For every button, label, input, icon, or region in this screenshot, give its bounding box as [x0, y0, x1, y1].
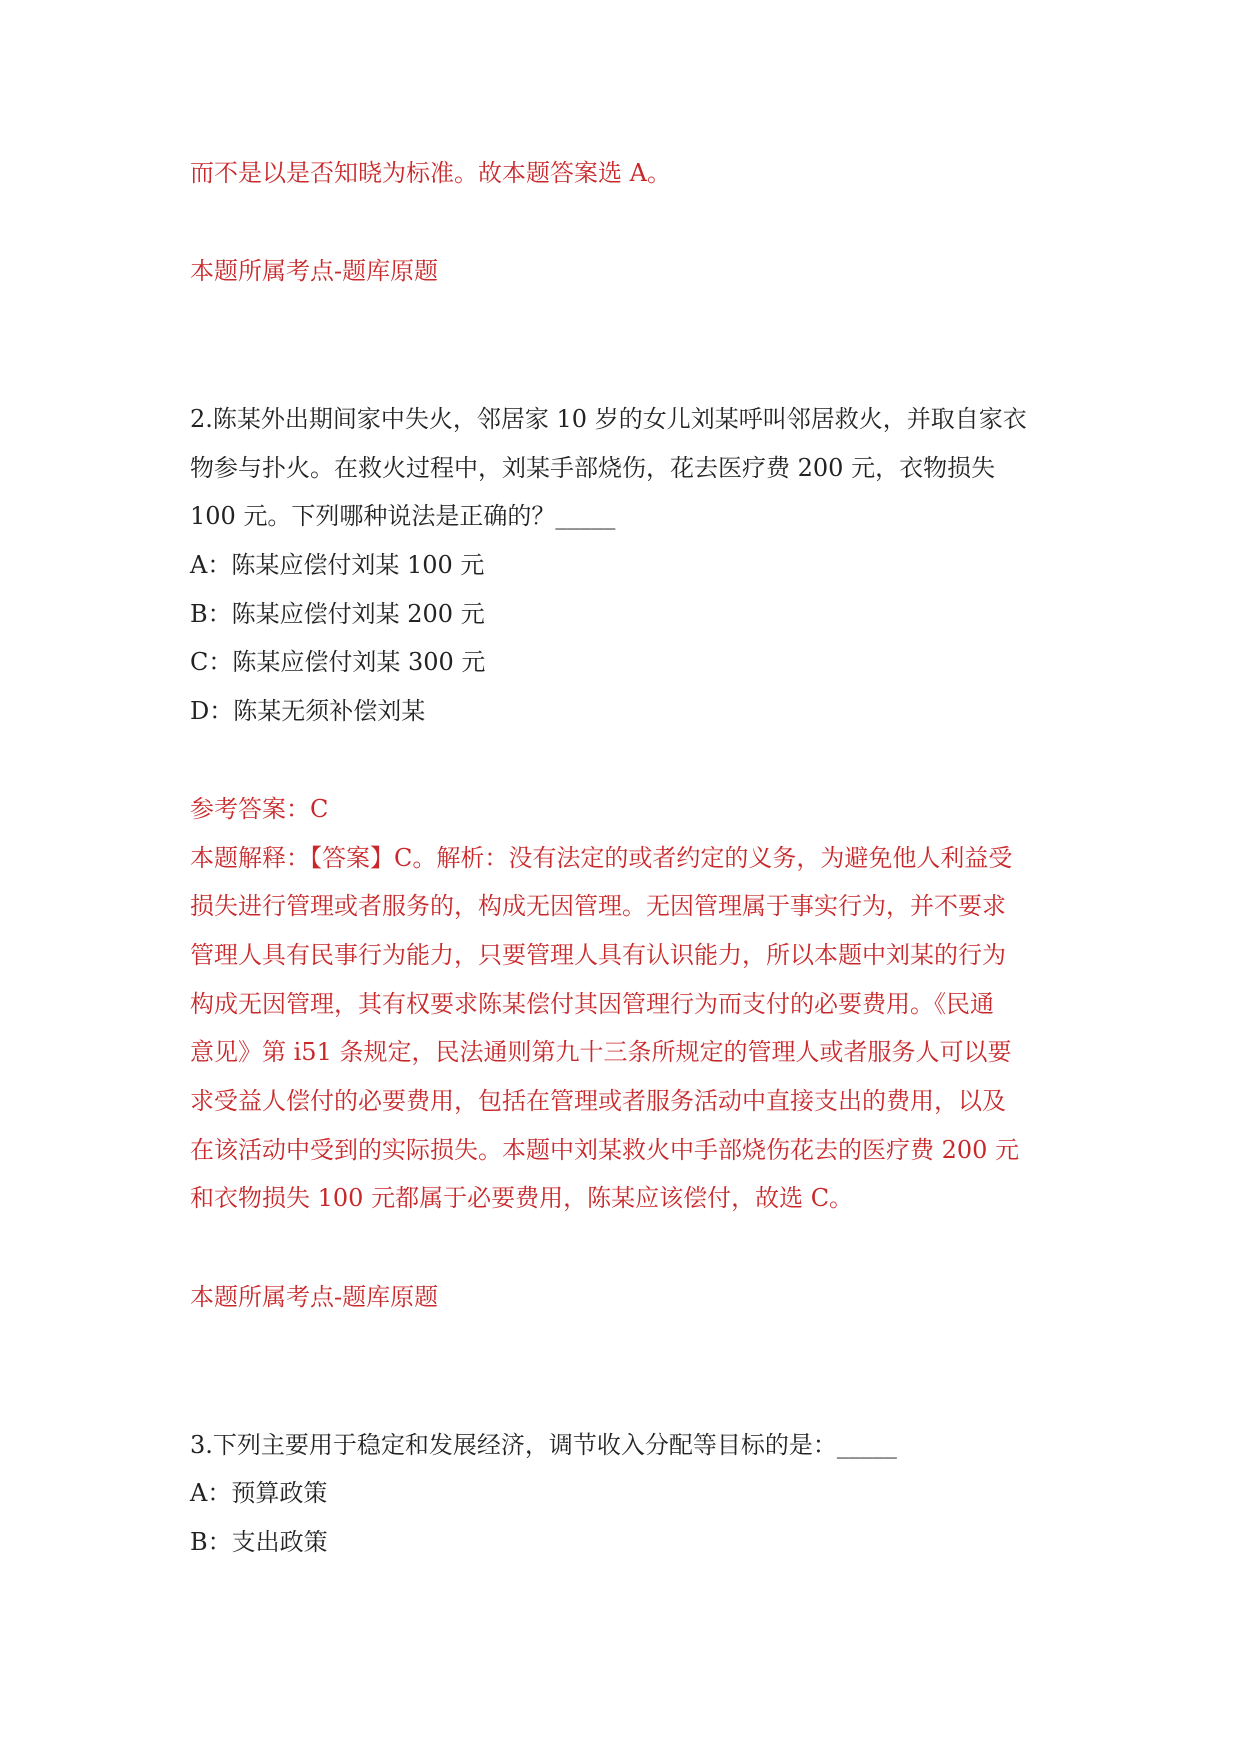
q2-stem-line-2: 物参与扑火。在救火过程中，刘某手部烧伤，花去医疗费 200 元，衣物损失	[190, 454, 996, 482]
q2-explanation-line-7: 在该活动中受到的实际损失。本题中刘某救火中手部烧伤花去的医疗费 200 元	[190, 1136, 1020, 1164]
q2-option-d: D：陈某无须补偿刘某	[190, 697, 426, 725]
q2-option-a: A：陈某应偿付刘某 100 元	[190, 551, 485, 579]
q2-explanation-line-4: 构成无因管理，其有权要求陈某偿付其因管理行为而支付的必要费用。《民通	[190, 990, 994, 1018]
q2-reference-answer: 参考答案：C	[190, 795, 329, 823]
q2-stem-line-1: 2.陈某外出期间家中失火，邻居家 10 岁的女儿刘某呼叫邻居救火，并取自家衣	[190, 405, 1027, 433]
q2-explanation-line-3: 管理人具有民事行为能力，只要管理人具有认识能力，所以本题中刘某的行为	[190, 941, 1006, 969]
q2-option-c: C：陈某应偿付刘某 300 元	[190, 648, 486, 676]
q2-explanation-line-5: 意见》第 i51 条规定，民法通则第九十三条所规定的管理人或者服务人可以要	[190, 1038, 1012, 1066]
q3-option-a: A：预算政策	[190, 1479, 328, 1507]
q1-topic: 本题所属考点-题库原题	[190, 257, 439, 285]
q2-stem-line-3: 100 元。下列哪种说法是正确的？_____	[190, 502, 616, 530]
q1-explanation-last-line: 而不是以是否知晓为标准。故本题答案选 A。	[190, 159, 671, 187]
q2-explanation-line-6: 求受益人偿付的必要费用，包括在管理或者服务活动中直接支出的费用，以及	[190, 1087, 1006, 1115]
q3-stem: 3.下列主要用于稳定和发展经济，调节收入分配等目标的是：_____	[190, 1431, 897, 1459]
q2-explanation-line-8: 和衣物损失 100 元都属于必要费用，陈某应该偿付，故选 C。	[190, 1184, 854, 1212]
q2-topic: 本题所属考点-题库原题	[190, 1283, 439, 1311]
q2-explanation-line-2: 损失进行管理或者服务的，构成无因管理。无因管理属于事实行为，并不要求	[190, 892, 1006, 920]
q3-option-b: B：支出政策	[190, 1528, 328, 1556]
q2-option-b: B：陈某应偿付刘某 200 元	[190, 600, 485, 628]
q2-explanation-line-1: 本题解释：【答案】C。解析：没有法定的或者约定的义务，为避免他人利益受	[190, 844, 1013, 872]
